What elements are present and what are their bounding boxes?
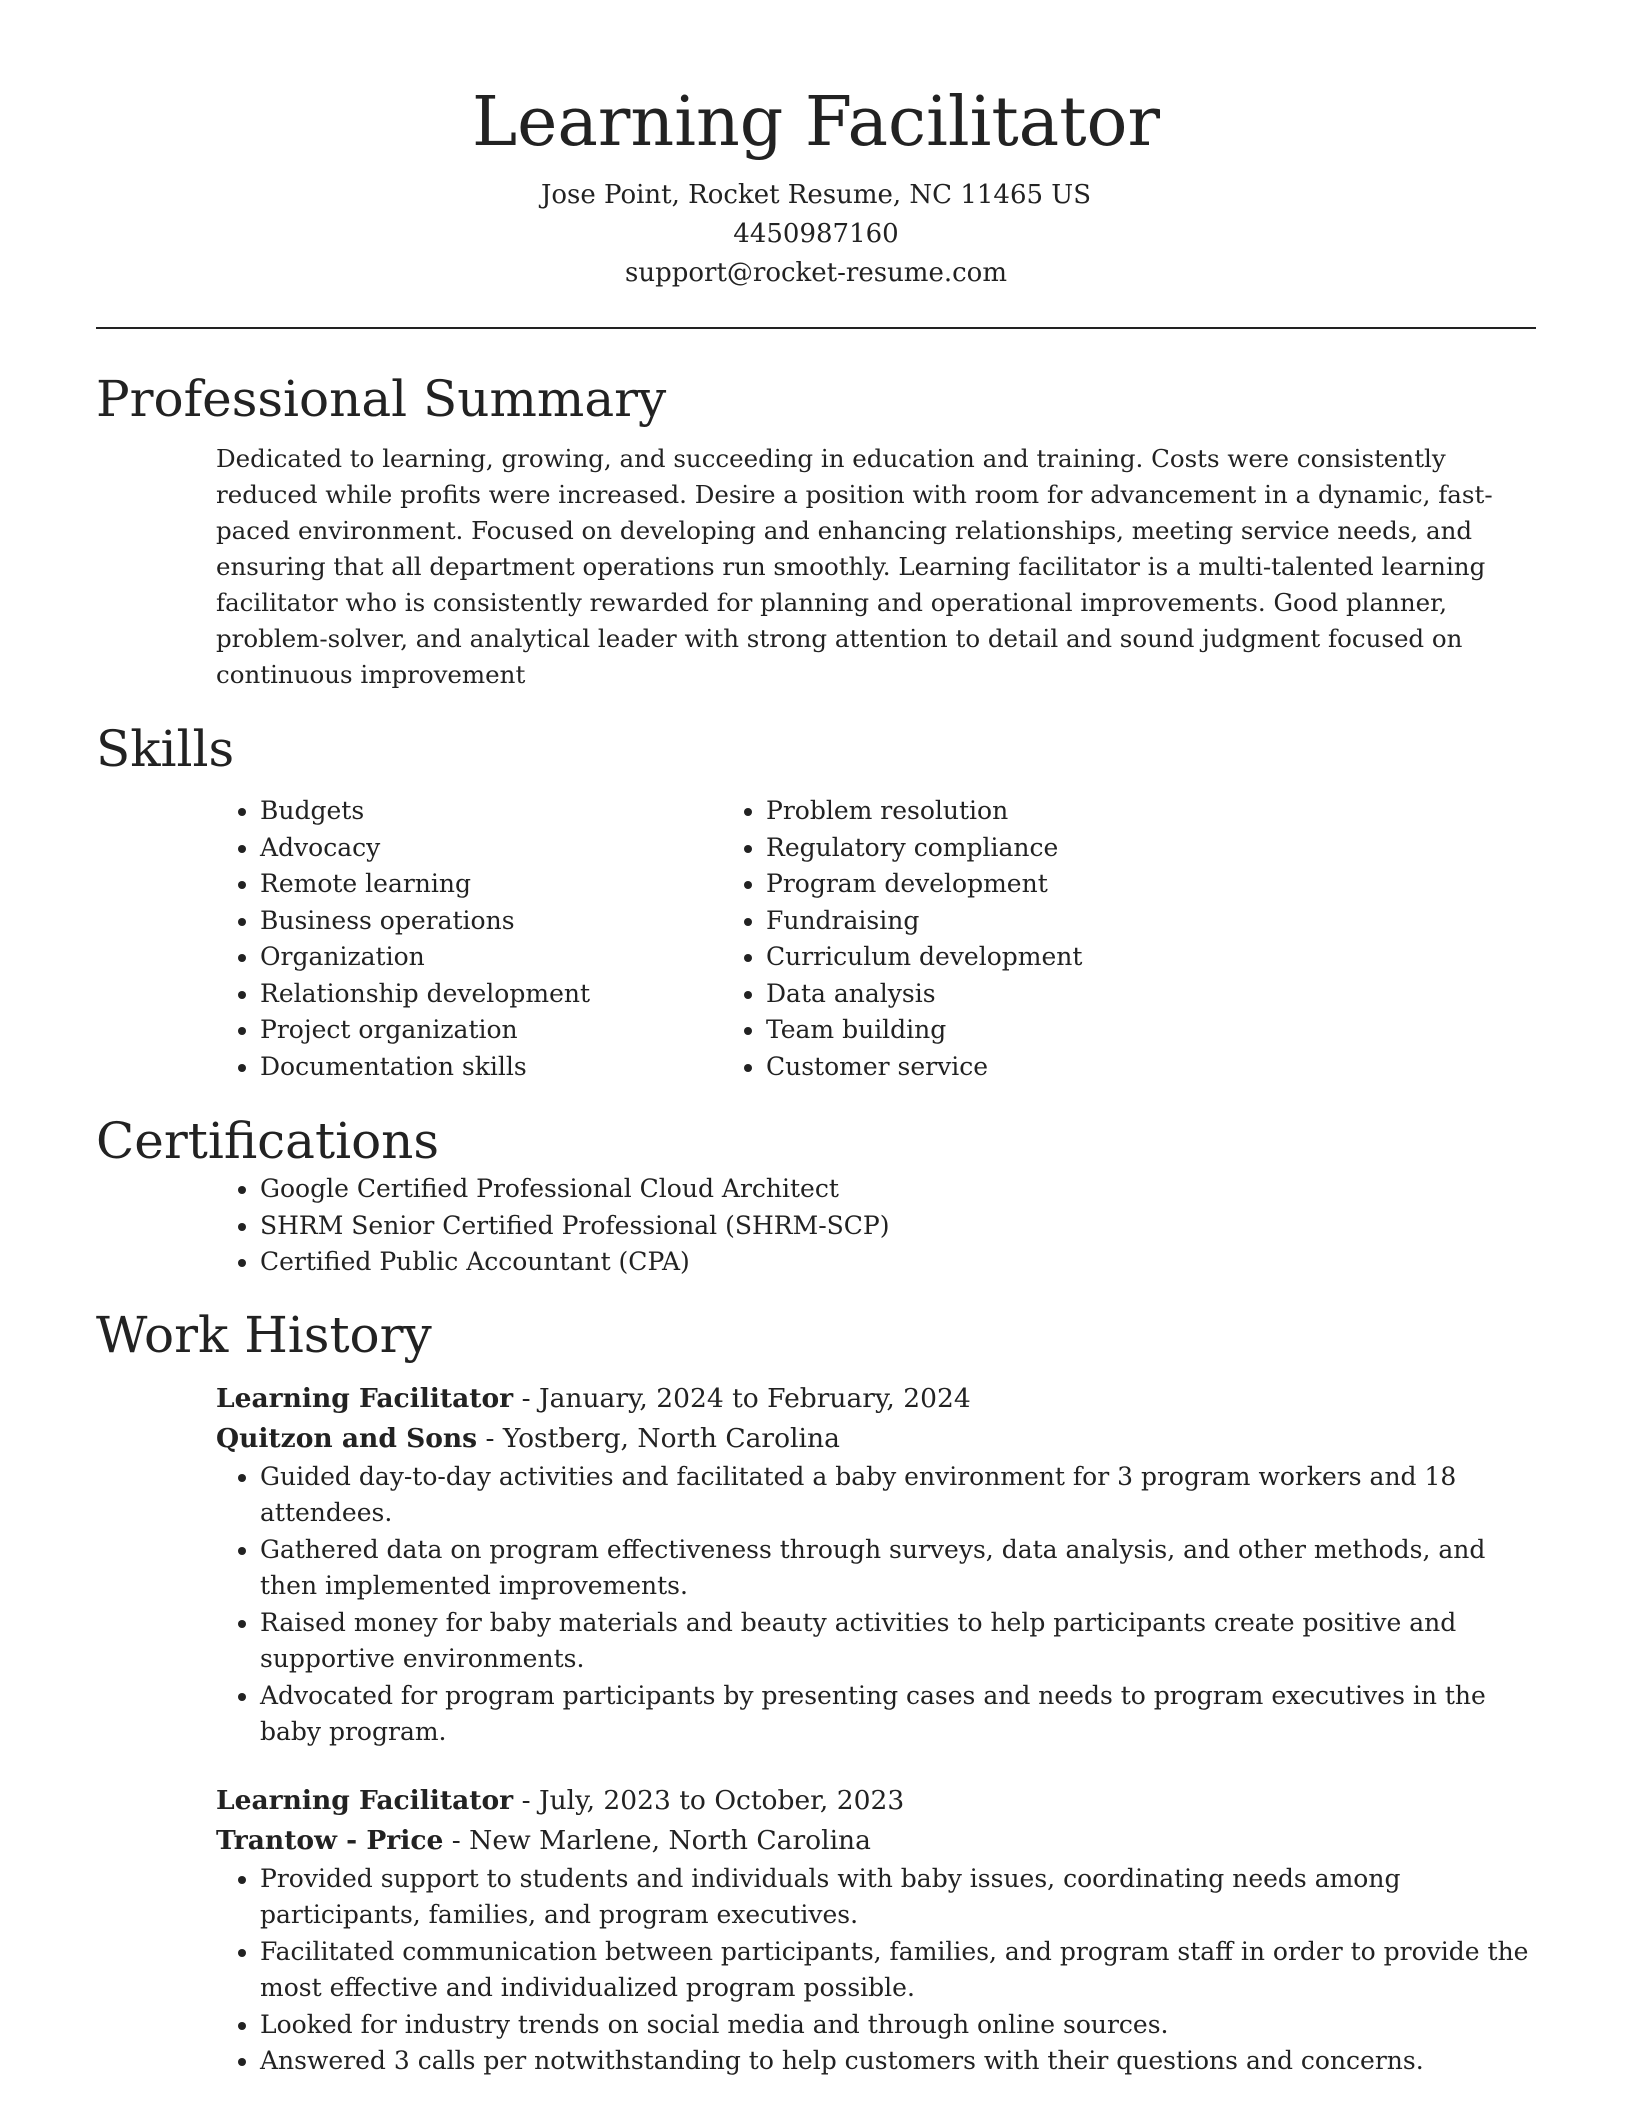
skill-item: • Relationship development bbox=[260, 976, 746, 1013]
job-duty-item: • Looked for industry trends on social media and through online sources. bbox=[260, 2007, 1536, 2044]
skill-item: • Program development bbox=[766, 866, 1396, 903]
skill-item: • Advocacy bbox=[260, 830, 746, 867]
job-title: Learning Facilitator bbox=[216, 1784, 514, 1816]
job-duty-item: • Guided day-to-day activities and facilitated a baby environment for 3 program workers and 18 attendees. bbox=[260, 1459, 1536, 1532]
job-company: Trantow - Price bbox=[216, 1824, 444, 1856]
job-location: - New Marlene, North Carolina bbox=[443, 1824, 871, 1856]
skills-column-right bbox=[746, 793, 1396, 1085]
skill-item: • Curriculum development bbox=[766, 939, 1396, 976]
summary-heading: Professional Summary bbox=[96, 370, 667, 429]
skill-item: • Documentation skills bbox=[260, 1049, 746, 1086]
job-duty-item: • Answered 3 calls per notwithstanding to help customers with their questions and concerns. bbox=[260, 2043, 1536, 2080]
job-title: Learning Facilitator bbox=[216, 1382, 514, 1414]
skill-item: • Customer service bbox=[766, 1049, 1396, 1086]
work-history-heading: Work History bbox=[96, 1305, 432, 1364]
work-history-section bbox=[96, 1305, 1536, 2080]
skill-item: • Business operations bbox=[260, 903, 746, 940]
skills-section bbox=[96, 719, 1536, 1085]
skill-item: • Organization bbox=[260, 939, 746, 976]
job-company: Quitzon and Sons bbox=[216, 1422, 478, 1454]
skill-item: • Project organization bbox=[260, 1012, 746, 1049]
summary-text: Dedicated to learning, growing, and succeeding in education and training. Costs were consistently reduced while profits were increased. Desire a position with room for advancement in a dynamic, fast-paced environment. Focused on developing and enhancing relationships, meeting service needs, and ensuring that all department operations run smoothly. Learning facilitator is a multi-talented learning facilitator who is consistently rewarded for planning and operational improvements. Good planner, problem-solver, and analytical leader with strong attention to detail and sound judgment focused on continuous improvement bbox=[216, 444, 1493, 690]
certification-item: • Certified Public Accountant (CPA) bbox=[260, 1244, 1536, 1281]
job-duty-item: • Gathered data on program effectiveness through surveys, data analysis, and other methods, and then implemented improvements. bbox=[260, 1532, 1536, 1605]
resume-title: Learning Facilitator bbox=[471, 83, 1160, 162]
contact-email: support@rocket-resume.com bbox=[624, 258, 1007, 289]
skills-column-left bbox=[96, 793, 746, 1085]
certification-item: • SHRM Senior Certified Professional (SHRM-SCP) bbox=[260, 1208, 1536, 1245]
skill-item: • Problem resolution bbox=[766, 793, 1396, 830]
job-duties-list bbox=[96, 1459, 1536, 1751]
certifications-heading: Certifications bbox=[96, 1112, 440, 1171]
skills-columns bbox=[96, 793, 1536, 1085]
certifications-section bbox=[96, 1111, 1536, 1281]
resume-header bbox=[96, 0, 1536, 293]
job-company-line bbox=[96, 1821, 1536, 1861]
job-dates: - July, 2023 to October, 2023 bbox=[513, 1784, 905, 1816]
job-entry bbox=[96, 1379, 1536, 1751]
contact-address: Jose Point, Rocket Resume, NC 11465 US bbox=[540, 180, 1092, 211]
contact-info bbox=[96, 176, 1536, 293]
skill-item: • Data analysis bbox=[766, 976, 1396, 1013]
contact-phone: 4450987160 bbox=[733, 219, 899, 250]
skill-item: • Remote learning bbox=[260, 866, 746, 903]
job-title-line bbox=[96, 1379, 1536, 1419]
job-duties-list bbox=[96, 1861, 1536, 2080]
certification-item: • Google Certified Professional Cloud Architect bbox=[260, 1171, 1536, 1208]
job-duty-item: • Facilitated communication between participants, families, and program staff in order to provide the most effective and individualized program possible. bbox=[260, 1934, 1536, 2007]
certifications-list bbox=[96, 1171, 1536, 1281]
summary-section bbox=[96, 369, 1536, 693]
header-divider bbox=[96, 327, 1536, 329]
job-dates: - January, 2024 to February, 2024 bbox=[513, 1382, 971, 1414]
skill-item: • Team building bbox=[766, 1012, 1396, 1049]
job-duty-item: • Advocated for program participants by presenting cases and needs to program executives in the baby program. bbox=[260, 1678, 1536, 1751]
skill-item: • Budgets bbox=[260, 793, 746, 830]
skill-item: • Fundraising bbox=[766, 903, 1396, 940]
skills-heading: Skills bbox=[96, 720, 235, 779]
job-title-line bbox=[96, 1781, 1536, 1821]
job-location: - Yostberg, North Carolina bbox=[477, 1422, 840, 1454]
skill-item: • Regulatory compliance bbox=[766, 830, 1396, 867]
job-duty-item: • Provided support to students and individuals with baby issues, coordinating needs among participants, families, and program executives. bbox=[260, 1861, 1536, 1934]
job-duty-item: • Raised money for baby materials and beauty activities to help participants create positive and supportive environments. bbox=[260, 1605, 1536, 1678]
job-entry bbox=[96, 1781, 1536, 2080]
job-company-line bbox=[96, 1419, 1536, 1459]
